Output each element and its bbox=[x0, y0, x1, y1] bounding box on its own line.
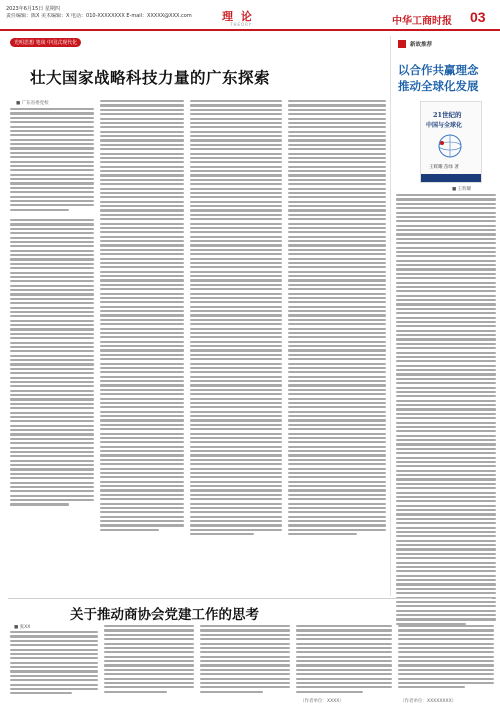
right-article-body bbox=[396, 194, 496, 627]
book-title-line-2: 中国与全球化 bbox=[426, 122, 463, 129]
section-subtitle: THEORY bbox=[230, 22, 253, 27]
bottom-article-column-3 bbox=[200, 625, 290, 695]
book-cover-band bbox=[421, 174, 481, 182]
masthead: 中华工商时报 bbox=[392, 16, 452, 27]
right-article-title-line-2: 推动全球化发展 bbox=[398, 79, 479, 93]
bottom-left-credit: （作者单位：XXXX） bbox=[300, 699, 344, 704]
main-article-column-3 bbox=[190, 100, 282, 538]
main-article-column-1 bbox=[10, 108, 94, 508]
main-article-tag: 光明思想 笔谈 中国式现代化 bbox=[10, 38, 81, 47]
section-marker-icon bbox=[398, 40, 406, 48]
main-article-byline: ■ 广东省委党校 bbox=[16, 101, 49, 106]
header-rule bbox=[0, 29, 500, 31]
book-title-line-1: 21世纪的 bbox=[433, 111, 462, 119]
right-article-byline: ■ 王辉耀 bbox=[452, 187, 472, 192]
editor-line: 责任编辑：陈X 美术编辑：X 电话：010-XXXXXXXX E-mail：XXXXX@XXX.com bbox=[6, 13, 192, 19]
main-article-column-4 bbox=[288, 100, 386, 538]
bottom-article-column-4 bbox=[296, 625, 392, 695]
main-article-title: 壮大国家战略科技力量的广东探索 bbox=[30, 68, 271, 87]
book-cover-graphic bbox=[427, 132, 473, 160]
bottom-article-byline: ■ 张XX bbox=[14, 625, 31, 630]
book-cover-image bbox=[420, 101, 482, 183]
right-article-title-line-1: 以合作共赢理念 bbox=[398, 63, 479, 77]
section-title: 理 论 bbox=[222, 10, 254, 23]
date-line: 2023年6月15日 星期四 bbox=[6, 6, 60, 12]
book-authors: 王辉耀 苗绿 著 bbox=[429, 165, 459, 170]
bottom-article-column-2 bbox=[104, 625, 194, 695]
section-separator bbox=[8, 598, 492, 599]
page-number: 03 bbox=[470, 9, 486, 25]
right-article-tag: 新故推荐 bbox=[410, 42, 433, 48]
column-divider bbox=[390, 36, 391, 596]
bottom-article-column-5 bbox=[398, 625, 494, 691]
main-article-column-2 bbox=[100, 100, 184, 533]
bottom-right-credit: （作者单位：XXXXXXXX） bbox=[400, 699, 457, 704]
page-header bbox=[0, 0, 500, 32]
bottom-article-title: 关于推动商协会党建工作的思考 bbox=[70, 607, 259, 623]
bottom-article-column-1 bbox=[10, 631, 98, 697]
